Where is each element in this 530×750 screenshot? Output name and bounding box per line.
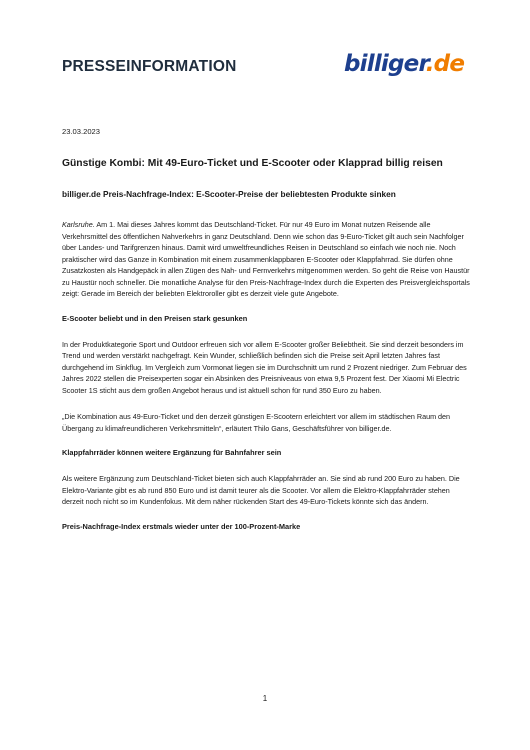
subheadline: billiger.de Preis-Nachfrage-Index: E-Scooter-Preise der beliebtesten Produkte sinken bbox=[62, 189, 396, 199]
page-number: 1 bbox=[262, 694, 268, 703]
section-heading-klapprad: Klappfahrräder können weitere Ergänzung für Bahnfahrer sein bbox=[62, 448, 282, 457]
billiger-de-logo bbox=[344, 50, 464, 78]
section-heading-escooter: E-Scooter beliebt und in den Preisen stark gesunken bbox=[62, 313, 248, 323]
document-header-title: PRESSEINFORMATION bbox=[62, 58, 237, 75]
paragraph-klapprad: Als weitere Ergänzung zum Deutschland-Ticket bieten sich auch Klappfahrräder an. Sie sind ab rund 200 Euro zu haben. Die Elektro-Variante gibt es ab rund 850 Euro und ist damit teurer als die Scooter. Vor allem die Elektro-Klappfahrräder stehen derzeit noch nicht so im Kundenfokus. Mit dem näher rückenden Start des 49-Euro-Tickets könnte sich das ändern. bbox=[62, 474, 460, 506]
press-date: 23.03.2023 bbox=[62, 127, 101, 136]
intro-text: Am 1. Mai dieses Jahres kommt das Deutschland-Ticket. Für nur 49 Euro im Monat nutzen Reisende alle Verkehrsmittel des öffentlichen Nahverkehrs in ganz Deutschland. Denn wie schon das 9-Euro-Ticket gilt auch sein Nachfolger über Landes- und Tarifgrenzen hinaus. Damit wird umweltfreundliches Reisen in Deutschland so einfach wie noch nie. Noch praktischer wird das Ganze in Kombination mit einem zusammenklappbaren E-Scooter oder Klappfahrrad. Sie dürfen ohne Zusatzkosten als Handgepäck in allen Zügen des Nah- und Fernverkehrs mitgenommen werden. So geht die Reise von Haustür zu Haustür noch schneller. Die monatliche Analyse für den Preis-Nachfrage-Index durch die Experten des Preisvergleichsportals zeigt: Gerade im Bereich der beliebten Elektroroller gibt es derzeit viele gute Angebote. bbox=[62, 220, 470, 298]
dateline-location: Karlsruhe. bbox=[62, 220, 95, 229]
paragraph-escooter: In der Produktkategorie Sport und Outdoor erfreuen sich vor allem E-Scooter großer Beliebtheit. Sie sind derzeit besonders im Trend und werden verstärkt nachgefragt. Kein Wunder, schließlich befinden sich die Preise seit April letzten Jahres fast durchgehend im Sinkflug. Im Vergleich zum Vormonat liegen sie im Durchschnitt um rund 2 Prozent niedriger. Zum Februar des Jahres 2022 stellen die Preisexperten sogar ein Absinken des Preisniveaus von etwa 9,5 Prozent fest. Der Xiaomi Mi Electric Scooter 1S sticht aus dem großen Angebot heraus und ist aktuell schon für rund 350 Euro zu haben. bbox=[62, 339, 467, 395]
logo-main-text: billiger bbox=[344, 51, 426, 77]
headline: Günstige Kombi: Mit 49-Euro-Ticket und E-Scooter oder Klapprad billig reisen bbox=[62, 158, 443, 169]
logo-tld-text: .de bbox=[425, 51, 465, 77]
quote-paragraph: „Die Kombination aus 49-Euro-Ticket und den derzeit günstigen E-Scootern erleichtert vor allem im städtischen Raum den Übergang zu klimafreundlicheren Verkehrsmitteln“, erläutert Thilo Gans, Geschäftsführer von billiger.de. bbox=[62, 412, 451, 433]
section-heading-index: Preis-Nachfrage-Index erstmals wieder unter der 100-Prozent-Marke bbox=[62, 521, 301, 531]
intro-paragraph bbox=[62, 219, 470, 300]
document-body bbox=[62, 127, 470, 532]
